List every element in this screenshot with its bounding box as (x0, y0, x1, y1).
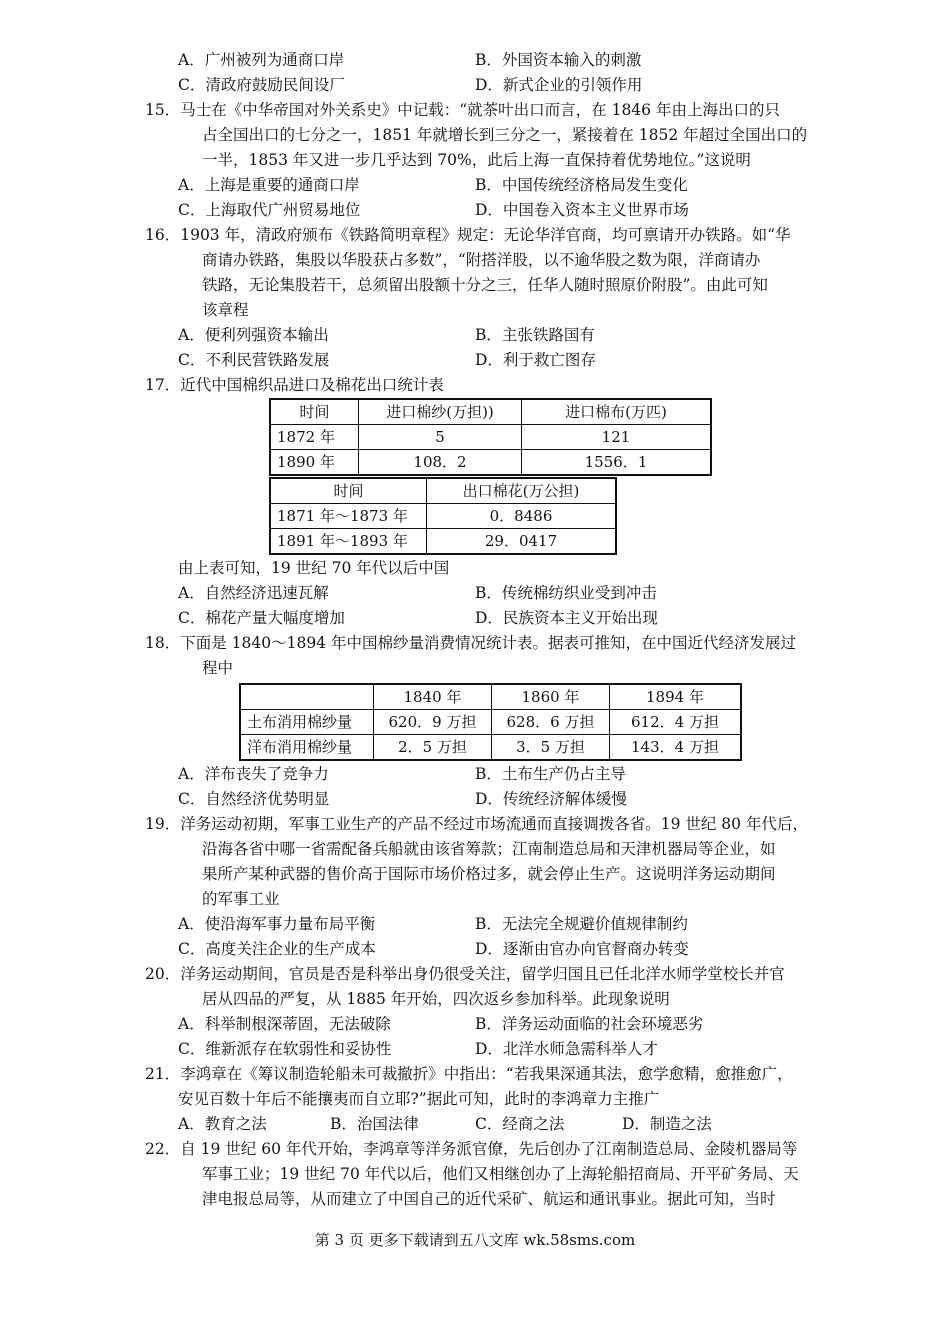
q18-option-c: C．自然经济优势明显 (178, 790, 330, 808)
page-footer: 第 3 页 更多下载请到五八文库 wk.58sms.com (314, 1231, 636, 1249)
q21-option-c: C．经商之法 (475, 1115, 565, 1133)
table-header-cell: 进口棉布(万匹) (522, 399, 712, 425)
q18-option-a: A．洋布丧失了竞争力 (178, 765, 329, 783)
q19-stem-line4: 的军事工业 (202, 890, 280, 908)
q14-option-a: A．广州被列为通商口岸 (178, 51, 345, 69)
q21-option-d: D．制造之法 (622, 1115, 712, 1133)
q18-stem-line1: 18．下面是 1840～1894 年中国棉纱量消费情况统计表。据表可推知，在中国近代经济发展过 (145, 634, 796, 652)
table-header-cell: 1840 年 (374, 684, 492, 710)
q15-stem-line3: 一半，1853 年又进一步几乎达到 70%，此后上海一直保持着优势地位。”这说明 (202, 151, 751, 169)
q20-option-a: A．科举制根深蒂固，无法破除 (178, 1015, 391, 1033)
table-cell: 3．5 万担 (492, 735, 610, 761)
table-row (240, 735, 741, 761)
q20-option-b: B．洋务运动面临的社会环境恶劣 (475, 1015, 704, 1033)
table-cell: 洋布消用棉纱量 (240, 735, 374, 761)
q19-option-d: D．逐渐由官办向官督商办转变 (475, 940, 689, 958)
q20-option-c: C．维新派存在软弱性和妥协性 (178, 1040, 392, 1058)
q16-option-b: B．主张铁路国有 (475, 326, 595, 344)
table-cell: 108．2 (359, 450, 522, 476)
q19-option-b: B．无法完全规避价值规律制约 (475, 915, 688, 933)
table-row (270, 425, 711, 450)
q15-option-d: D．中国卷入资本主义世界市场 (475, 201, 689, 219)
q17-option-b: B．传统棉纺织业受到冲击 (475, 584, 657, 602)
q16-option-c: C．不利民营铁路发展 (178, 351, 330, 369)
table-cell: 1890 年 (270, 450, 359, 476)
q20-stem-line1: 20．洋务运动期间，官员是否是科举出身仍很受关注，留学归国且已任北洋水师学堂校长并官 (145, 965, 785, 983)
q15-option-c: C．上海取代广州贸易地位 (178, 201, 361, 219)
q21-stem-line1: 21．李鸿章在《筹议制造轮船未可裁撤折》中指出：“若我果深通其法，愈学愈精，愈推愈广， (145, 1065, 793, 1083)
q22-stem-line3: 津电报总局等，从而建立了中国自己的近代采矿、航运和通讯事业。据此可知，当时 (202, 1190, 776, 1208)
q15-stem-line2: 占全国出口的七分之一，1851 年就增长到三分之一，紧接着在 1852 年超过全国出口的 (202, 126, 808, 144)
q19-option-c: C．高度关注企业的生产成本 (178, 940, 376, 958)
table-cell: 29．0417 (427, 529, 617, 555)
table-cell: 143．4 万担 (610, 735, 742, 761)
table-cell: 1556．1 (522, 450, 712, 476)
q22-stem-line2: 军事工业；19 世纪 70 年代以后，他们又相继创办了上海轮船招商局、开平矿务局、天 (202, 1165, 799, 1183)
q14-option-c: C．清政府鼓励民间设厂 (178, 76, 345, 94)
table-header-row (270, 478, 616, 504)
table-header-cell (240, 684, 374, 710)
table-row (270, 450, 711, 476)
q20-stem-line2: 居从四品的严复，从 1885 年开始，四次返乡参加科举。此现象说明 (202, 990, 670, 1008)
table-header-cell: 1894 年 (610, 684, 742, 710)
table-row (270, 529, 616, 555)
q18-option-d: D．传统经济解体缓慢 (475, 790, 627, 808)
table-cell: 2．5 万担 (374, 735, 492, 761)
q18-yarn-table (239, 683, 742, 761)
table-cell: 612．4 万担 (610, 710, 742, 735)
q15-stem-line1: 15．马士在《中华帝国对外关系史》中记载：“就茶叶出口而言，在 1846 年由上海出口的只 (145, 101, 780, 119)
table-cell: 1891 年～1893 年 (270, 529, 427, 555)
q19-stem-line1: 19．洋务运动初期，军事工业生产的产品不经过市场流通而直接调拨各省。19 世纪 80 年代后， (145, 815, 808, 833)
q14-option-d: D．新式企业的引领作用 (475, 76, 643, 94)
table-header-row (270, 399, 711, 425)
table-cell: 土布消用棉纱量 (240, 710, 374, 735)
q17-stem: 17．近代中国棉织品进口及棉花出口统计表 (145, 376, 444, 394)
q18-option-b: B．土布生产仍占主导 (475, 765, 626, 783)
q17-question-line: 由上表可知，19 世纪 70 年代以后中国 (178, 559, 450, 577)
q17-option-c: C．棉花产量大幅度增加 (178, 609, 345, 627)
table-header-cell: 时间 (270, 399, 359, 425)
q21-option-b: B．治国法律 (330, 1115, 419, 1133)
table-row (270, 504, 616, 529)
table-header-cell: 1860 年 (492, 684, 610, 710)
q16-stem-line4: 该章程 (202, 301, 249, 319)
table-row (240, 710, 741, 735)
table-header-cell: 出口棉花(万公担) (427, 478, 617, 504)
q15-option-b: B．中国传统经济格局发生变化 (475, 176, 688, 194)
q22-stem-line1: 22．自 19 世纪 60 年代开始，李鸿章等洋务派官僚，先后创办了江南制造总局、金陵机器局等 (145, 1140, 798, 1158)
q17-export-table (269, 477, 617, 555)
q21-option-a: A．教育之法 (178, 1115, 267, 1133)
q17-option-a: A．自然经济迅速瓦解 (178, 584, 329, 602)
q18-stem-line2: 程中 (202, 659, 234, 677)
table-cell: 1872 年 (270, 425, 359, 450)
q20-option-d: D．北洋水师急需科举人才 (475, 1040, 658, 1058)
q19-stem-line3: 果所产某种武器的售价高于国际市场价格过多，就会停止生产。这说明洋务运动期间 (202, 865, 776, 883)
table-cell: 1871 年～1873 年 (270, 504, 427, 529)
q19-option-a: A．使沿海军事力量布局平衡 (178, 915, 376, 933)
q21-stem-line2: 安见百数十年后不能攘夷而自立耶?”据此可知，此时的李鸿章力主推广 (178, 1090, 660, 1108)
q17-option-d: D．民族资本主义开始出现 (475, 609, 658, 627)
table-cell: 121 (522, 425, 712, 450)
table-cell: 620．9 万担 (374, 710, 492, 735)
q19-stem-line2: 沿海各省中哪一省需配备兵船就由该省筹款；江南制造总局和天津机器局等企业，如 (202, 840, 776, 858)
q14-option-b: B．外国资本输入的刺激 (475, 51, 642, 69)
table-cell: 628．6 万担 (492, 710, 610, 735)
q16-stem-line1: 16．1903 年，清政府颁布《铁路简明章程》规定：无论华洋官商，均可禀请开办铁路。如“华 (145, 226, 791, 244)
q17-import-table (269, 398, 712, 476)
table-header-row (240, 684, 741, 710)
q16-option-a: A．便利列强资本输出 (178, 326, 329, 344)
table-cell: 0．8486 (427, 504, 617, 529)
q16-stem-line2: 商请办铁路，集股以华股获占多数”，“附搭洋股，以不逾华股之数为限，洋商请办 (202, 251, 761, 269)
table-header-cell: 时间 (270, 478, 427, 504)
q15-option-a: A．上海是重要的通商口岸 (178, 176, 360, 194)
table-header-cell: 进口棉纱(万担)) (359, 399, 522, 425)
table-cell: 5 (359, 425, 522, 450)
q16-stem-line3: 铁路，无论集股若干，总须留出股额十分之三，任华人随时照原价附股”。由此可知 (202, 276, 768, 294)
q16-option-d: D．利于救亡图存 (475, 351, 596, 369)
